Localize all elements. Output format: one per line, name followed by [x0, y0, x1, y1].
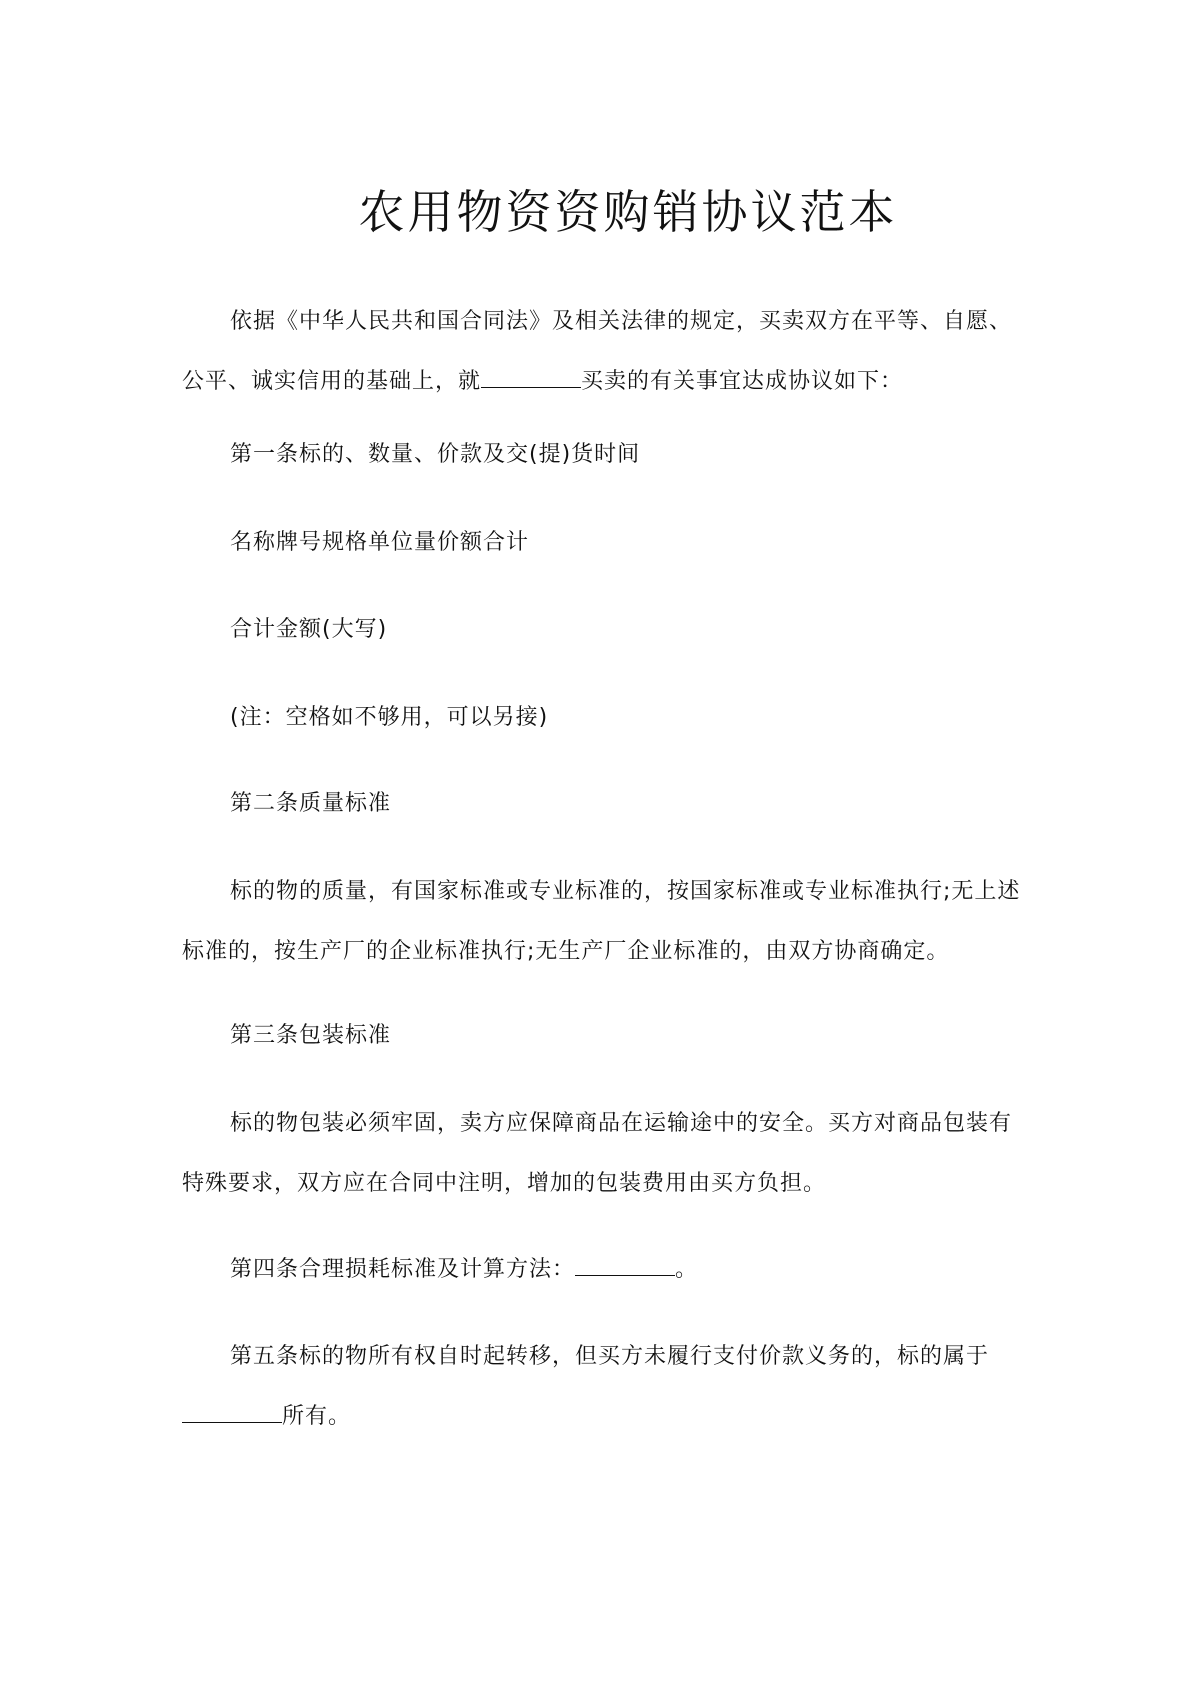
- intro-paragraph: [182, 292, 1022, 412]
- article-2-heading: 第二条质量标准: [230, 791, 392, 816]
- article-5-paragraph: [182, 1327, 1022, 1447]
- article-3-heading: 第三条包装标准: [230, 1023, 392, 1048]
- table-header-line: 名称牌号规格单位量价额合计: [230, 530, 530, 555]
- article-3-body: 标的物包装必须牢固，卖方应保障商品在运输途中的安全。买方对商品包装有特殊要求，双方应在合同中注明，增加的包装费用由买方负担。: [182, 1111, 1013, 1196]
- article-4-line: [182, 1240, 1022, 1300]
- loss-standard-blank[interactable]: [575, 1251, 675, 1276]
- total-amount-line: 合计金额(大写): [230, 617, 388, 642]
- note-line: (注：空格如不够用，可以另接): [230, 705, 549, 730]
- article-1-heading: 第一条标的、数量、价款及交(提)货时间: [230, 442, 641, 467]
- document-title: 农用物资资购销协议范本: [358, 185, 898, 239]
- intro-text-2: 买卖的有关事宜达成协议如下：: [581, 369, 904, 394]
- intro-text-1: 依据《中华人民共和国合同法》及相关法律的规定，买卖双方在平等、自愿、公平、诚实信用的基础上，就: [182, 309, 1013, 394]
- article-5-end: 所有。: [282, 1404, 352, 1429]
- article-4-end: 。: [675, 1257, 699, 1282]
- owner-blank[interactable]: [182, 1398, 282, 1423]
- article-5-text: 第五条标的物所有权自时起转移，但买方未履行支付价款义务的，标的属于: [230, 1344, 990, 1369]
- article-4-text: 第四条合理损耗标准及计算方法：: [230, 1257, 576, 1282]
- subject-blank[interactable]: [481, 363, 581, 388]
- article-2-body: 标的物的质量，有国家标准或专业标准的，按国家标准或专业标准执行;无上述标准的，按生产厂的企业标准执行;无生产厂企业标准的，由双方协商确定。: [182, 879, 1021, 964]
